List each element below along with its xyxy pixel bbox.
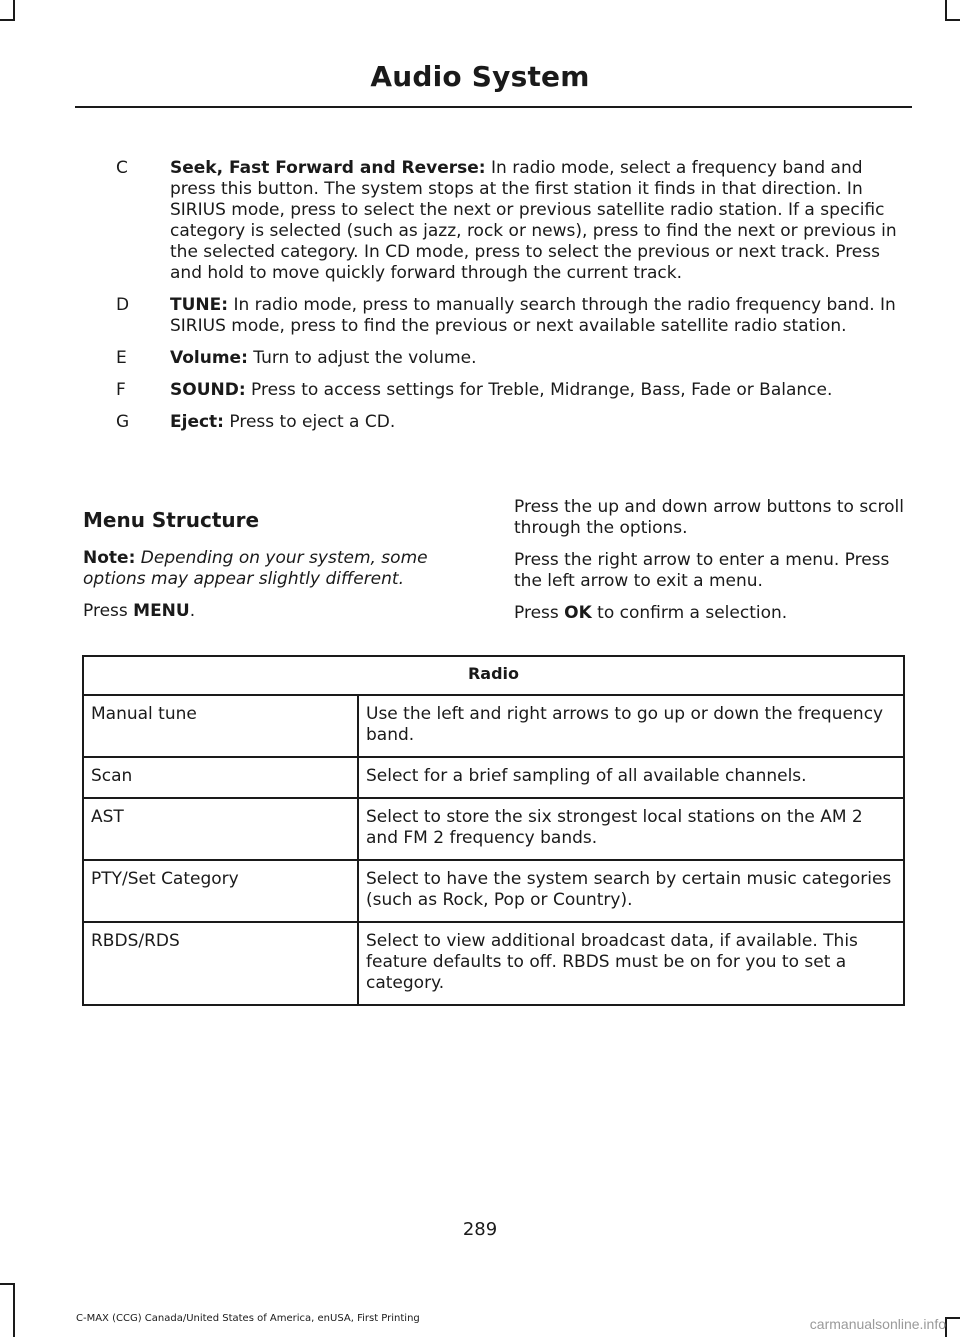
definition-body — [170, 295, 902, 337]
definition-text: Press to eject a CD. — [223, 412, 396, 432]
right-column — [514, 497, 904, 635]
footer-text: C-MAX (CCG) Canada/United States of America, enUSA, First Printing — [76, 1313, 420, 1324]
table-row — [83, 798, 904, 860]
table-header-row — [83, 656, 904, 695]
table-row — [83, 860, 904, 922]
instruction-scroll: Press the up and down arrow buttons to scroll through the options. — [514, 497, 904, 538]
definition-text: Turn to adjust the volume. — [247, 348, 477, 368]
note-label: Note: — [83, 548, 136, 568]
definition-text: Press to access settings for Treble, Midrange, Bass, Fade or Balance. — [245, 380, 833, 400]
crop-mark — [13, 0, 15, 20]
crop-mark — [945, 0, 947, 20]
table-cell-desc: Select to store the six strongest local stations on the AM 2 and FM 2 frequency bands. — [358, 798, 904, 860]
instruction-confirm — [514, 603, 904, 624]
note — [83, 548, 453, 590]
menu-key: MENU — [133, 601, 190, 621]
note-text: Depending on your system, some options may appear slightly different. — [83, 548, 428, 589]
table-cell-item: Scan — [83, 757, 358, 798]
definition-item — [80, 348, 902, 369]
table-cell-item: AST — [83, 798, 358, 860]
table-cell-desc: Use the left and right arrows to go up or down the frequency band. — [358, 695, 904, 757]
table-cell-item: RBDS/RDS — [83, 922, 358, 1005]
definition-body — [170, 380, 902, 401]
table-cell-desc: Select to have the system search by certain music categories (such as Rock, Pop or Country). — [358, 860, 904, 922]
definition-item — [80, 158, 902, 284]
crop-mark — [945, 19, 960, 21]
definition-term: SOUND: — [170, 380, 246, 400]
radio-menu-table — [82, 655, 905, 1006]
ok-key: OK — [564, 603, 592, 623]
definition-body — [170, 348, 902, 369]
section-heading: Menu Structure — [83, 508, 260, 532]
definition-term: Seek, Fast Forward and Reverse: — [170, 158, 486, 178]
table-header: Radio — [83, 656, 904, 695]
definition-letter: G — [116, 412, 130, 432]
instruction-text: Press — [83, 601, 134, 621]
page-title: Audio System — [370, 60, 590, 93]
definition-term: Eject: — [170, 412, 224, 432]
definition-letter: E — [116, 348, 127, 368]
table-row — [83, 922, 904, 1005]
page-number: 289 — [462, 1219, 498, 1240]
instruction-text: to confirm a selection. — [591, 603, 788, 623]
instruction-text: Press — [514, 603, 565, 623]
definition-text: In radio mode, press to manually search through the radio frequency band. In SIRIUS mode, press to find the previous or next available satellite radio station. — [170, 295, 896, 336]
watermark: carmanualsonline.info — [809, 1316, 946, 1332]
definition-item — [80, 380, 902, 401]
definition-item — [80, 295, 902, 337]
definition-body — [170, 412, 902, 433]
definition-list — [80, 158, 902, 444]
table-cell-desc: Select for a brief sampling of all available channels. — [358, 757, 904, 798]
definition-body — [170, 158, 902, 284]
crop-mark — [0, 19, 15, 21]
definition-term: Volume: — [170, 348, 248, 368]
definition-letter: D — [116, 295, 130, 315]
definition-term: TUNE: — [170, 295, 229, 315]
table-row — [83, 757, 904, 798]
press-menu-instruction — [83, 601, 453, 622]
instruction-enter-exit: Press the right arrow to enter a menu. Press the left arrow to exit a menu. — [514, 550, 890, 591]
definition-item — [80, 412, 902, 433]
definition-letter: F — [116, 380, 126, 400]
instruction-text: . — [189, 601, 196, 621]
crop-mark — [945, 1317, 960, 1319]
header-rule — [75, 106, 912, 108]
definition-letter: C — [116, 158, 128, 178]
left-column — [83, 510, 453, 633]
table-cell-item: Manual tune — [83, 695, 358, 757]
table-cell-item: PTY/Set Category — [83, 860, 358, 922]
crop-mark — [0, 1283, 15, 1285]
crop-mark — [13, 1283, 15, 1337]
table-cell-desc: Select to view additional broadcast data, if available. This feature defaults to off. RBDS must be on for you to set a category. — [358, 922, 904, 1005]
definition-text: In radio mode, select a frequency band and press this button. The system stops at the first station it finds in that direction. In SIRIUS mode, press to select the next or previous satellite radio station. If a specific category is selected (such as jazz, rock or news), press to find the next or previous in the selected category. In CD mode, press to select the previous or next track. Press and hold to move quickly forward through the current track. — [170, 158, 897, 283]
table-row — [83, 695, 904, 757]
